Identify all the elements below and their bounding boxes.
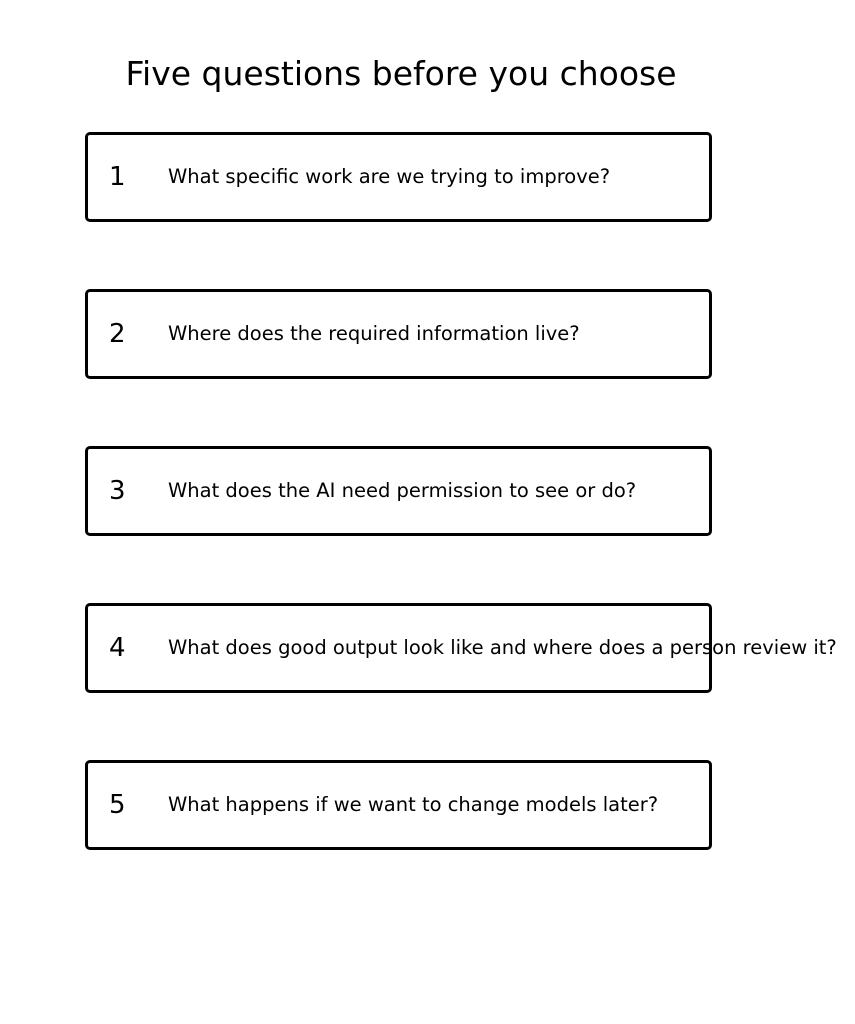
question-box-1 (85, 132, 712, 222)
question-number: 1 (109, 162, 126, 192)
page-title: Five questions before you choose (125, 54, 677, 93)
question-number: 5 (109, 790, 126, 820)
question-box-4 (85, 603, 837, 693)
question-text: What happens if we want to change models later? (168, 793, 659, 816)
question-text: What does the AI need permission to see or do? (168, 479, 637, 502)
question-number: 3 (109, 476, 126, 506)
question-box-5 (85, 760, 712, 850)
question-text: What specific work are we trying to improve? (168, 165, 611, 188)
question-box-3 (85, 446, 712, 536)
question-text: Where does the required information live? (168, 322, 580, 345)
question-text: What does good output look like and where does a person review it? (168, 636, 837, 659)
question-number: 2 (109, 319, 126, 349)
question-box-2 (85, 289, 712, 379)
question-number: 4 (109, 633, 126, 663)
